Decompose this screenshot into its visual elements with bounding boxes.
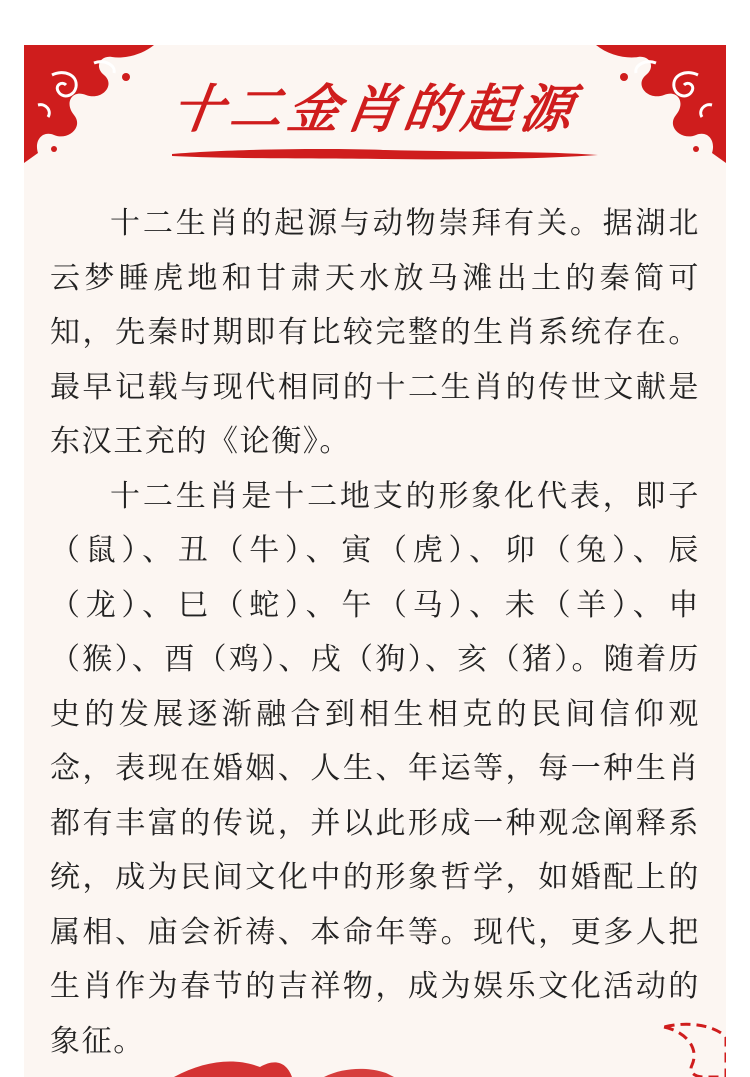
brush-stroke-icon [170, 147, 600, 161]
page-title: 十二金肖的起源 [167, 80, 583, 140]
paragraph-origin: 十二生肖的起源与动物崇拜有关。据湖北云梦睡虎地和甘肃天水放马滩出土的秦简可知，先秦时期即有比较完整的生肖系统存在。最早记载与现代相同的十二生肖的传世文献是东汉王充的《论衡》。 [50, 206, 700, 459]
bottom-cloud-decoration-icon [24, 1017, 726, 1077]
paragraph-zodiac: 十二生肖是十二地支的形象化代表，即子（鼠）、丑（牛）、寅（虎）、卯（兔）、辰（龙）、巳（蛇）、午（马）、未（羊）、申（猴）、酉（鸡）、戌（狗）、亥（猪）。随着历史的发展逐渐融合到相生相克的民间信仰观念，表现在婚姻、人生、年运等，每一种生肖都有丰富的传说，并以此形成一种观念阐释系统，成为民间文化中的形象哲学，如婚配上的属相、庙会祈祷、本命年等。现代，更多人把生肖作为春节的吉祥物，成为娱乐文化活动的象征。 [50, 478, 700, 1059]
article-body [50, 197, 700, 1069]
title-area [24, 75, 726, 145]
article-card [24, 45, 726, 1077]
